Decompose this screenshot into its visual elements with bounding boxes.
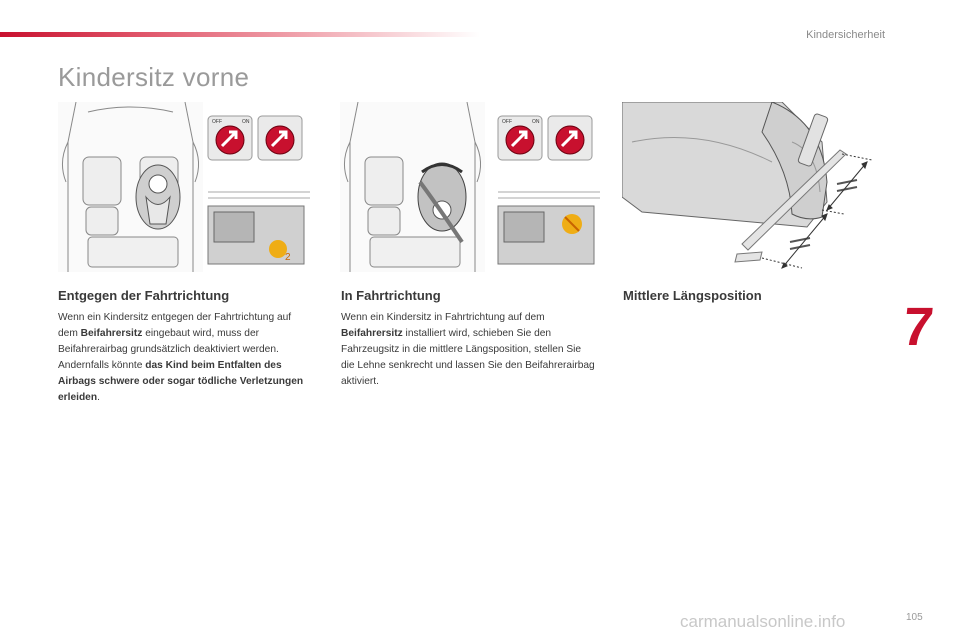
airbag-off-warning-icon: [562, 214, 582, 234]
column-2-text: Wenn ein Kindersitz in Fahrtrichtung auf dem Beifahrersitz installiert wird, schieben Sie den Fahrzeugsitz in die mittlere Längsposition, stellen Sie die Lehne senkrecht und lassen Sie den Beifahrerairbag aktiviert.: [341, 312, 595, 387]
chapter-number: 7: [899, 297, 937, 357]
page-title: Kindersitz vorne: [58, 62, 250, 92]
column-1-text: Wenn ein Kindersitz entgegen der Fahrtrichtung auf dem Beifahrersitz eingebaut wird, muss der Beifahrerairbag grundsätzlich deaktiviert werden. Andernfalls könnte das Kind beim Entfalten des Airbags schwere oder sogar tödliche Verletzungen erleiden.: [58, 312, 304, 403]
column-3-title: Mittlere Längsposition: [623, 288, 762, 303]
seat-position-illustration: [622, 102, 877, 272]
section-label: Kindersicherheit: [806, 29, 885, 41]
svg-text:2: 2: [285, 252, 291, 263]
svg-text:ON: ON: [532, 119, 540, 125]
watermark: carmanualsonline.info: [680, 612, 846, 631]
dashboard-display: [498, 206, 594, 264]
column-2-title: In Fahrtrichtung: [341, 288, 441, 303]
airbag-switch-on-icon: [548, 116, 592, 160]
airbag-switch-off-icon: [498, 116, 542, 160]
page-number: 105: [906, 612, 923, 623]
svg-text:OFF: OFF: [212, 119, 222, 125]
forward-facing-seat-illustration: [340, 102, 602, 272]
airbag-switch-on-icon: [258, 116, 302, 160]
header-accent-bar: [0, 32, 480, 37]
rear-facing-seat-illustration: [58, 102, 313, 272]
column-1-title: Entgegen der Fahrtrichtung: [58, 288, 230, 303]
svg-text:ON: ON: [242, 119, 250, 125]
svg-text:OFF: OFF: [502, 119, 512, 125]
child-seat-icon: [136, 165, 180, 229]
airbag-switch-off-icon: [208, 116, 252, 160]
